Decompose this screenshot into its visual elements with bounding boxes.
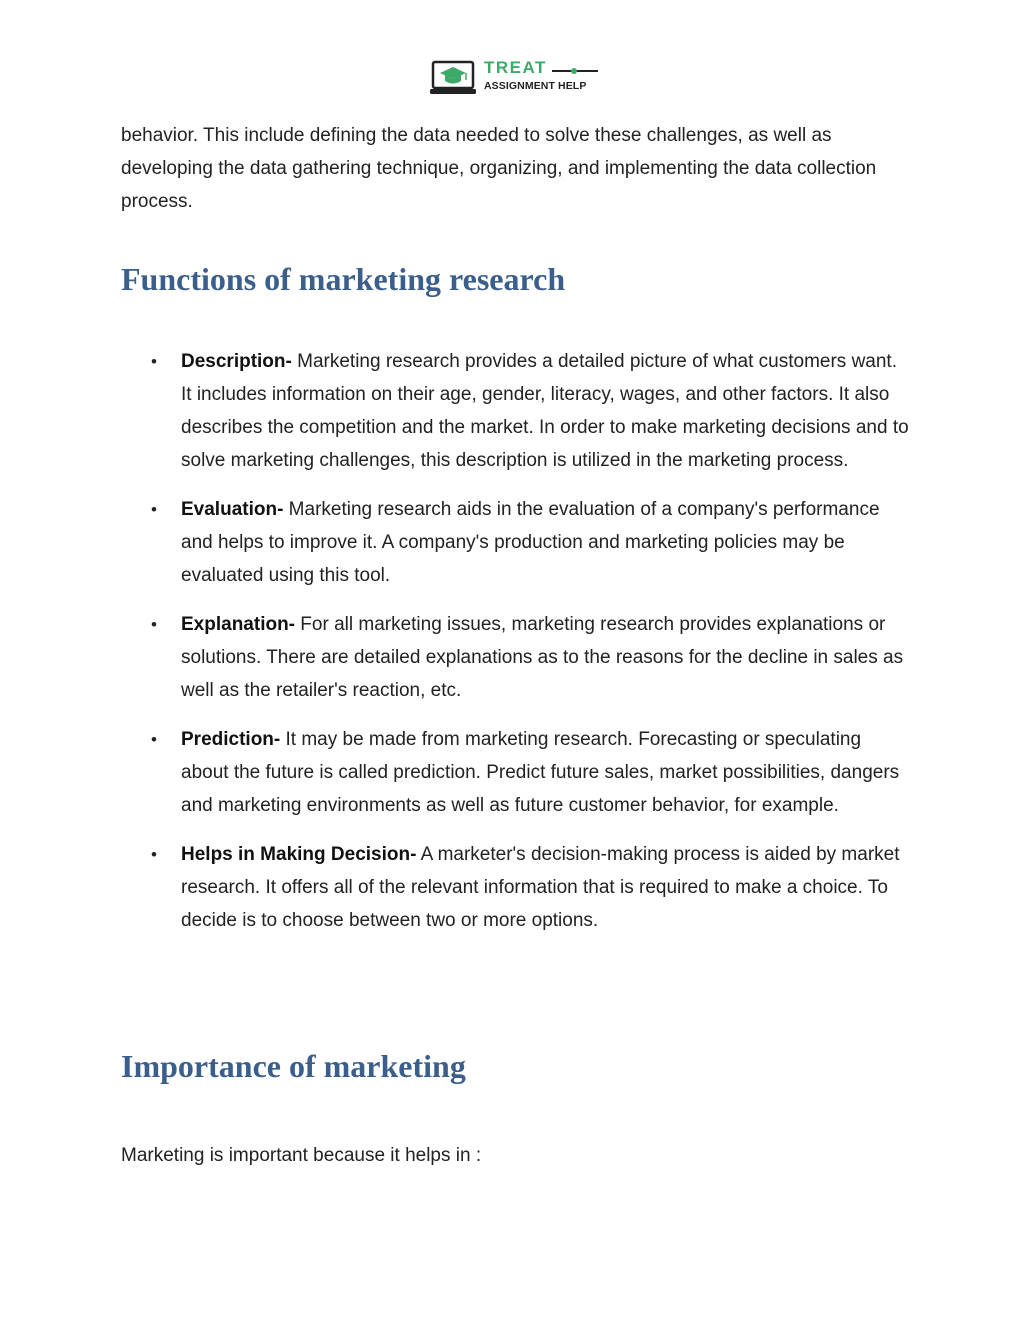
intro-section [121,119,911,218]
logo-name-top: TREAT [484,58,547,77]
list-item-term: Explanation- [181,614,296,635]
list-item-text: A marketer's decision-making process is aided by market research. It offers all of the relevant information that is required to make a choice. To decide is to choose between two or more options. [181,844,900,931]
graduation-cap-laptop-icon [430,59,476,97]
list-item-term: Helps in Making Decision- [181,844,417,865]
bullet-icon: • [151,845,157,864]
bullet-icon: • [151,352,157,371]
list-item-term: Prediction- [181,729,281,750]
list-item-evaluation [121,493,911,592]
list-item-explanation [121,608,911,707]
list-item-text: It may be made from marketing research. Forecasting or speculating about the future is called prediction. Predict future sales, market possibilities, dangers and marketing environments as well as future customer behavior, for example. [181,729,900,816]
list-item-term: Evaluation- [181,499,284,520]
list-item-term: Description- [181,351,292,372]
logo-name-bottom: ASSIGNMENT HELP [484,80,587,92]
importance-lead-text: Marketing is important because it helps in : [121,1145,482,1166]
list-item-description [121,345,911,477]
bullet-icon: • [151,500,157,519]
list-item-decision [121,838,911,937]
heading-importance: Importance of marketing [121,1048,466,1084]
list-item-text: Marketing research provides a detailed picture of what customers want. It includes information on their age, gender, literacy, wages, and other factors. It also describes the competition and the market. In order to make marketing decisions and to solve marketing challenges, this description is utilized in the marketing process. [181,351,909,471]
functions-list [121,345,911,953]
brand-logo [430,59,610,97]
heading-functions: Functions of marketing research [121,261,566,297]
list-item-prediction [121,723,911,822]
bullet-icon: • [151,730,157,749]
bullet-icon: • [151,615,157,634]
list-item-text: Marketing research aids in the evaluation of a company's performance and helps to improve it. A company's production and marketing policies may be evaluated using this tool. [181,499,880,586]
logo-dot [571,68,577,74]
list-item-text: For all marketing issues, marketing research provides explanations or solutions. There are detailed explanations as to the reasons for the decline in sales as well as the retailer's reaction, etc. [181,614,904,701]
intro-paragraph: behavior. This include defining the data needed to solve these challenges, as well as developing the data gathering technique, organizing, and implementing the data collection process. [121,125,877,212]
